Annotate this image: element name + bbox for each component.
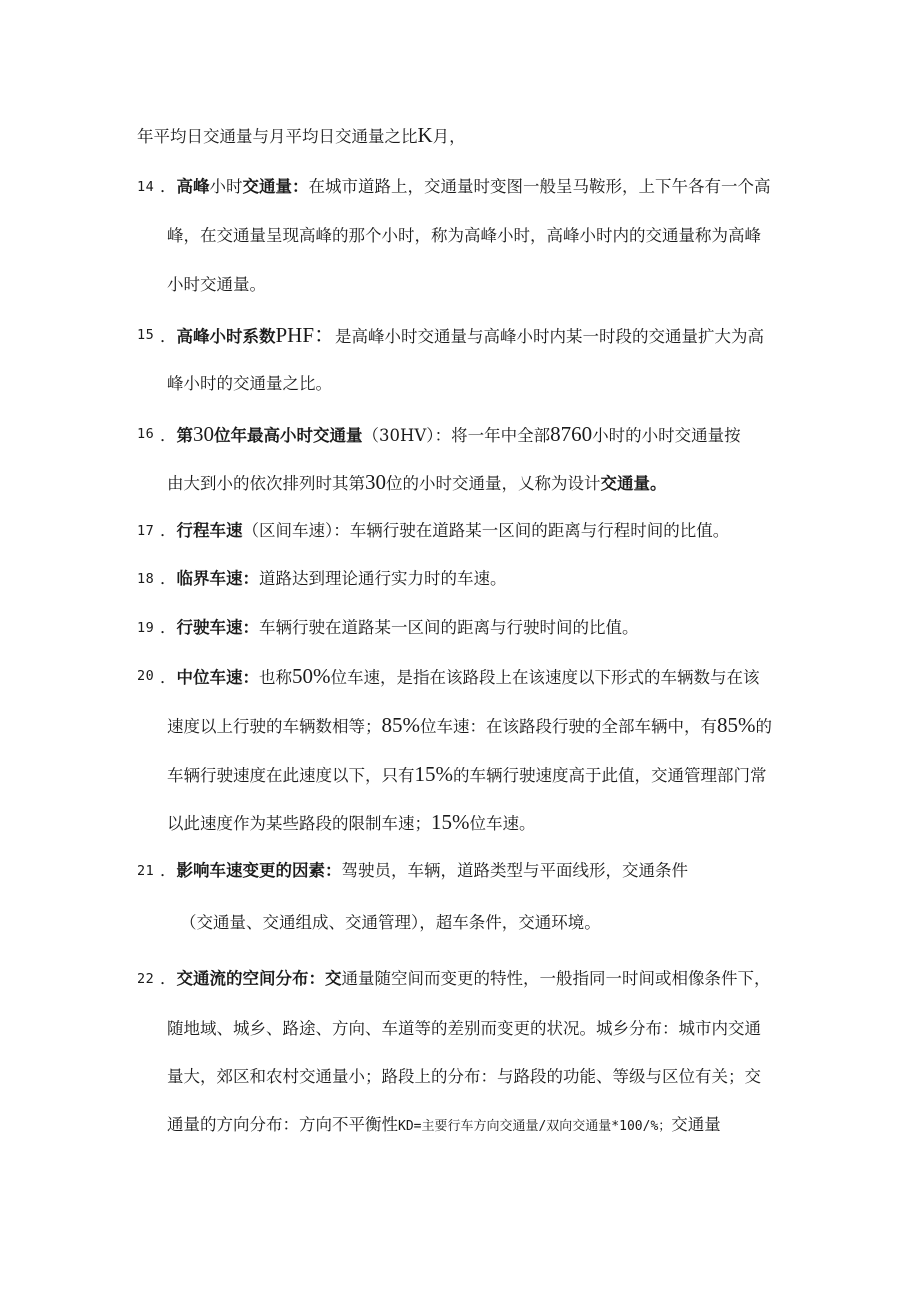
text-run: 位的小时交通量，乂称为设计 (386, 474, 601, 493)
text-run: 车辆行驶速度在此速度以下，只有 (167, 766, 415, 785)
intro-text: 年平均日交通量与月平均日交通量之比 (137, 127, 418, 146)
item-15-term: 高峰小时系数 (176, 327, 276, 346)
item-14-term: 高峰 (176, 177, 210, 196)
item-22-line-2 (167, 1018, 761, 1040)
text-run: （区间车速）：车辆行驶在道路某一区间的距离与行程时间的比值。 (242, 521, 730, 540)
text-run: 15% (414, 762, 453, 786)
item-14-line-3 (167, 274, 266, 296)
text-run: 小时交通量。 (167, 275, 266, 294)
bold-term: 交通量： (242, 177, 309, 196)
text-run: 的车辆行驶速度高于此值，交通管理部门常 (453, 766, 767, 785)
item-15-line-1 (160, 324, 764, 348)
text-run: ． (160, 861, 177, 880)
item-16-line-2 (167, 471, 667, 495)
item-15-line-2 (167, 373, 332, 395)
text-run: 也称 (259, 668, 292, 687)
text-run: 通量随空间而变更的特性，一般指同一时间或相像条件下， (341, 969, 771, 988)
text-run: 以此速度作为某些路段的限制车速； (167, 814, 431, 833)
text-run: 位车速：在该路段行驶的全部车辆中，有 (420, 717, 717, 736)
item-22-line-4 (167, 1114, 721, 1138)
text-run: 的 (755, 717, 772, 736)
item-15-number: 15 (137, 327, 155, 343)
bold-term: 第 (176, 426, 193, 445)
text-run: ． (160, 521, 177, 540)
item-20-number: 20 (137, 668, 155, 684)
text-run: 小时 (209, 177, 243, 196)
item-17-term: 行程车速 (176, 521, 243, 540)
text-run: 30 (193, 422, 214, 446)
item-21-term: 影响车速变更的因素： (176, 861, 342, 880)
text-run: 通量的方向分布：方向不平衡性 (167, 1115, 398, 1134)
text-run: 位车速。 (469, 814, 536, 833)
item-14-line-1 (160, 176, 771, 198)
item-16-line-1 (160, 423, 741, 447)
text-run: 小时的小时交通量按 (592, 426, 741, 445)
item-19-term: 行驶车速： (176, 618, 259, 637)
text-run: 由大到小的依次排列时其第 (167, 474, 365, 493)
text-run: 车辆行驶在道路某一区间的距离与行驶时间的比值。 (259, 618, 639, 637)
text-run: 50% (292, 664, 331, 688)
text-run: 峰，在交通量呈现高峰的那个小时，称为高峰小时，高峰小时内的交通量称为高峰 (167, 226, 761, 245)
text-run: 30 (365, 470, 386, 494)
item-16-number: 16 (137, 426, 155, 442)
intro-text-end: 月， (432, 127, 466, 146)
item-22-line-3 (167, 1066, 761, 1088)
item-20-line-1 (160, 665, 760, 689)
item-17-number: 17 (137, 523, 155, 539)
text-run: ． (160, 177, 177, 196)
text-run: ． (160, 618, 177, 637)
text-run: ． (160, 668, 177, 687)
text-run: ． (160, 327, 177, 346)
item-18-line-1 (160, 568, 507, 590)
item-14-line-2 (167, 225, 761, 247)
intro-line (137, 124, 466, 148)
text-run: 道路达到理论通行实力时的车速。 (259, 569, 507, 588)
item-17-line-1 (160, 520, 729, 542)
item-20-line-4 (167, 811, 536, 835)
text-run: 速度以上行驶的车辆数相等； (167, 717, 382, 736)
item-21-line-2 (180, 912, 601, 934)
text-run: 交通量 (671, 1115, 721, 1134)
text-run: ． (160, 569, 177, 588)
item-18-number: 18 (137, 571, 155, 587)
text-run: 在城市道路上，交通量时变图一般呈马鞍形，上下午各有一个高 (308, 177, 771, 196)
bold-term: 交 (325, 969, 342, 988)
text-run: 驾驶员，车辆，道路类型与平面线形，交通条件 (341, 861, 688, 880)
text-run: PHF： (275, 323, 336, 347)
text-run: 峰小时的交通量之比。 (167, 374, 332, 393)
item-20-term: 中位车速： (176, 668, 259, 687)
text-run: KD=主要行车方向交通量/双向交通量*100/%； (398, 1119, 672, 1134)
text-run: 85% (381, 713, 420, 737)
item-22-term: 交通流的空间分布： (176, 969, 325, 988)
intro-k: K (417, 123, 433, 147)
item-20-line-3 (167, 763, 767, 787)
text-run: ：将一年中全部 (434, 426, 551, 445)
text-run: 85% (717, 713, 756, 737)
text-run: 8760 (550, 422, 593, 446)
text-run: ． (160, 969, 177, 988)
text-run: （交通量、交通组成、交通管理），超车条件，交通环境。 (180, 913, 601, 932)
text-run: （30HV） (362, 426, 435, 445)
item-21-line-1 (160, 860, 688, 882)
item-22-number: 22 (137, 971, 155, 987)
item-22-line-1 (160, 968, 771, 990)
text-run: 位车速，是指在该路段上在该速度以下形式的车辆数与在该 (330, 668, 760, 687)
item-14-number: 14 (137, 179, 155, 195)
text-run: 量大，郊区和农村交通量小；路段上的分布：与路段的功能、等级与区位有关；交 (167, 1067, 761, 1086)
item-18-term: 临界车速： (176, 569, 259, 588)
text-run: 是高峰小时交通量与高峰小时内某一时段的交通量扩大为高 (335, 327, 765, 346)
bold-term: 交通量。 (600, 474, 667, 493)
text-run: ． (160, 426, 177, 445)
item-16-term: 位年最高小时交通量 (214, 426, 363, 445)
item-21-number: 21 (137, 863, 155, 879)
item-20-line-2 (167, 714, 772, 738)
text-run: 15% (431, 810, 470, 834)
text-run: 随地域、城乡、路途、方向、车道等的差别而变更的状况。城乡分布：城市内交通 (167, 1019, 761, 1038)
item-19-number: 19 (137, 620, 155, 636)
item-19-line-1 (160, 617, 639, 639)
